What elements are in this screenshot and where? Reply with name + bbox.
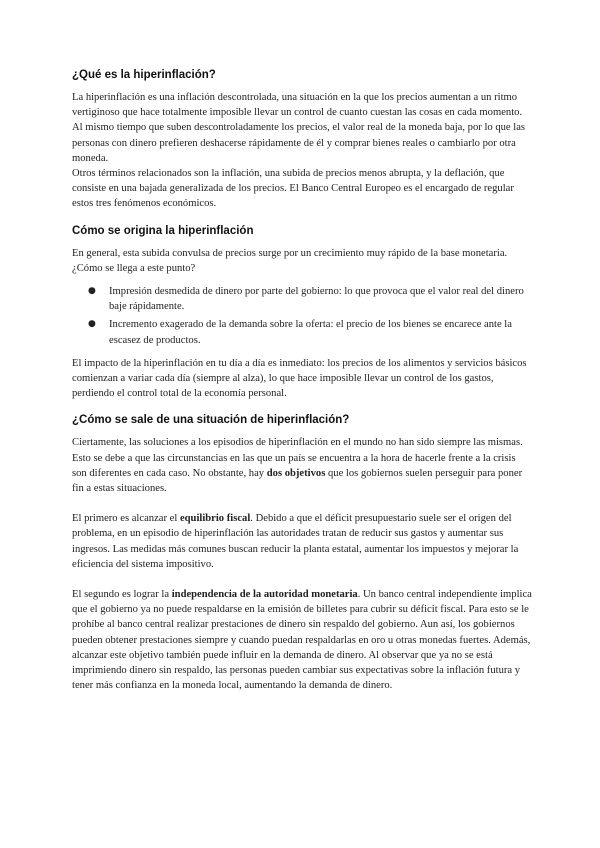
list-item-text: Incremento exagerado de la demanda sobre la oferta: el precio de los bienes se encarece ante la escasez de productos.	[109, 319, 512, 346]
bold-phrase: independencia de la autoridad monetaria	[171, 589, 358, 601]
section-heading-origen: Cómo se origina la hiperinflación	[72, 224, 254, 237]
spacer	[72, 496, 532, 511]
spacer	[72, 572, 532, 587]
paragraph: El segundo es lograr la independencia de la autoridad monetaria. Un banco central independiente implica que el gobierno ya no puede respaldarse en la emisión de billetes para cubrir su déficit fiscal. Para esto se le prohíbe al banco central realizar prestaciones de dinero sin respaldo del gobierno. Aun así, los gobiernos pueden obtener prestaciones siempre y cuando puedan respaldarlas en oro u otras monedas fuertes. Además, alcanzar este objetivo también puede influir en la demanda de dinero. Al observar que ya no se está imprimiendo dinero sin respaldo, las personas pueden cambiar sus expectativas sobre la inflación futura y tener más confianza en la moneda local, aumentando la demanda de dinero.	[72, 589, 532, 692]
spacer	[72, 212, 532, 224]
bold-phrase: equilibrio fiscal	[179, 513, 251, 525]
paragraph: Otros términos relacionados son la inflación, una subida de precios menos abrupta, y la deflación, que consiste en una bajada generalizada de los precios. El Banco Central Europeo es el encargado de regular estos tres fenómenos económicos.	[72, 168, 514, 210]
paragraph: El impacto de la hiperinflación en tu día a día es inmediato: los precios de los alimentos y servicios básicos comienzan a variar cada día (siempre al alza), lo que hace imposible llevar un control de los gastos, perdiendo el control total de la economía personal.	[72, 357, 527, 400]
bold-phrase: dos objetivos	[266, 467, 326, 479]
bullet-list	[72, 284, 532, 348]
paragraph: La hiperinflación es una inflación descontrolada, una situación en la que los precios aumentan a un ritmo vertiginoso que hace totalmente imposible llevar un control de cuanto cuestan las cosas en cada momento.	[72, 92, 523, 119]
paragraph: El primero es alcanzar el equilibrio fiscal. Debido a que el déficit presupuestario suele ser el origen del problema, en un episodio de hiperinflación las autoridades tratan de reducir sus gastos y aumentar sus ingresos. Las medidas más comunes buscan reducir la planta estatal, aumentar los impuestos y mejorar la eficiencia del sistema impositivo.	[72, 513, 519, 570]
paragraph: En general, esta subida convulsa de precios surge por un crecimiento muy rápido de la base monetaria. ¿Cómo se llega a este punto?	[72, 247, 508, 274]
bullet-icon: ●	[88, 319, 96, 330]
bullet-icon: ●	[88, 286, 96, 297]
section-heading-que-es: ¿Qué es la hiperinflación?	[72, 69, 216, 81]
document-body	[72, 68, 532, 694]
section-heading-como-salir: ¿Cómo se sale de una situación de hiperinflación?	[72, 414, 350, 427]
list-item	[88, 284, 532, 314]
paragraph: Ciertamente, las soluciones a los episodios de hiperinflación en el mundo no han sido siempre las mismas. Esto se debe a que las circunstancias en las que un país se encuentra a la hora de hacerle frente a la crisis son diferentes en cada caso. No obstante, hay dos objetivos que los gobiernos suelen perseguir para poner fin a estas situaciones.	[72, 437, 523, 495]
spacer	[72, 401, 532, 413]
list-item	[88, 317, 532, 347]
list-item-text: Impresión desmedida de dinero por parte del gobierno: lo que provoca que el valor real del dinero baje rápidamente.	[109, 286, 524, 313]
paragraph: Al mismo tiempo que suben descontroladamente los precios, el valor real de la moneda baja, por lo que las personas con dinero prefieren deshacerse rápidamente de él y comprar bienes reales o cambiarlo por otra moneda.	[72, 122, 526, 164]
